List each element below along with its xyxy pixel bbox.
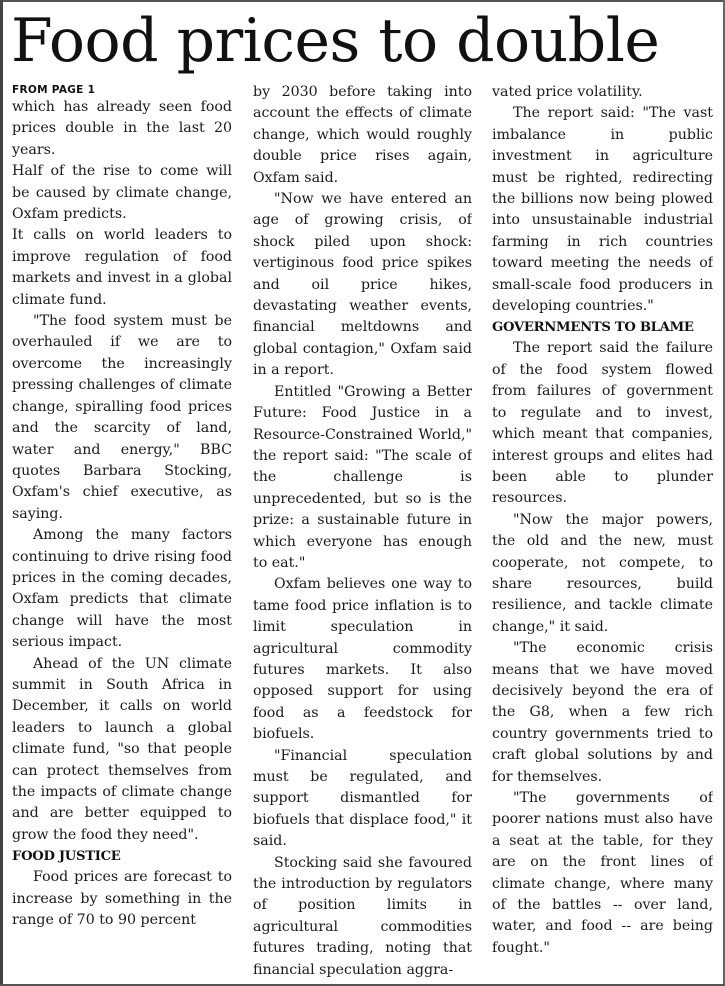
paragraph: which has already seen food prices double in the last 20 years. — [12, 99, 232, 158]
left-border — [0, 0, 3, 986]
paragraph: The report said the failure of the food system flowed from failures of government to regulate and to invest, which meant that companies, interest groups and elites had been able to plunder resources. — [492, 340, 713, 507]
paragraph: Among the many factors continuing to drive rising food prices in the coming decades, Oxfam predicts that climate change will have the most serious impact. — [12, 527, 232, 651]
paragraph: Entitled "Growing a Better Future: Food Justice in a Resource-Constrained World," the report said: "The scale of the challenge is unprecedented, but so is the prize: a sustainable future in which everyone has enough to eat." — [253, 383, 472, 571]
paragraph: by 2030 before taking into account the effects of climate change, which would roughly double price rises again, Oxfam said. — [253, 84, 472, 186]
paragraph: The report said: "The vast imbalance in public investment in agriculture must be righted, redirecting the billions now being plowed into unsustainable industrial farming in rich countries toward meeting the needs of small-scale food producers in developing countries." — [492, 105, 713, 315]
subhead-food-justice: FOOD JUSTICE — [12, 849, 121, 865]
paragraph: It calls on world leaders to improve regulation of food markets and invest in a global climate fund. — [12, 227, 232, 308]
from-page-kicker: FROM PAGE 1 — [12, 84, 96, 96]
paragraph: "The food system must be overhauled if we are to overcome the increasingly pressing challenges of climate change, spiralling food prices and the scarcity of land, water and energy," BBC quotes Barbara Stocking, Oxfam's chief executive, as saying. — [12, 313, 232, 522]
paragraph: "The economic crisis means that we have moved decisively beyond the era of the G8, when a few rich country governments tried to craft global solutions by and for themselves. — [492, 640, 713, 785]
paragraph: "Financial speculation must be regulated, and support dismantled for biofuels that displace food," it said. — [253, 747, 472, 850]
paragraph: Food prices are forecast to increase by something in the range of 70 to 90 percent — [12, 869, 232, 929]
paragraph: Ahead of the UN climate summit in South Africa in December, it calls on world leaders to launch a global climate fund, "so that people can protect themselves from the impacts of climate change and are better equipped to grow the food they need". — [12, 655, 232, 843]
paragraph: vated price volatility. — [492, 84, 643, 100]
subhead-governments-to-blame: GOVERNMENTS TO BLAME — [492, 320, 694, 336]
paragraph: "Now we have entered an age of growing crisis, of shock piled upon shock: vertiginous food price spikes and oil price hikes, devastating weather events, financial meltdowns and global contagion," Oxfam said in a report. — [253, 191, 472, 379]
top-border — [0, 0, 725, 2]
paragraph: Stocking said she favoured the introduction by regulators of position limits in agricultural commodities futures trading, noting that financial speculation aggra- — [253, 854, 472, 978]
paragraph: Oxfam believes one way to tame food price inflation is to limit speculation in agricultural commodity futures markets. It also opposed support for using food as a feedstock for biofuels. — [253, 576, 472, 743]
paragraph: "The governments of poorer nations must also have a seat at the table, for they are on the front lines of climate change, where many of the battles -- over land, water, and food -- are being fought." — [492, 790, 713, 956]
column-3 — [492, 82, 713, 982]
column-1 — [12, 82, 232, 982]
headline: Food prices to double — [11, 6, 660, 76]
paragraph: "Now the major powers, the old and the new, must cooperate, not compete, to share resources, build resilience, and tackle climate change," it said. — [492, 511, 713, 635]
column-2 — [253, 82, 472, 982]
paragraph: Half of the rise to come will be caused by climate change, Oxfam predicts. — [12, 163, 232, 223]
